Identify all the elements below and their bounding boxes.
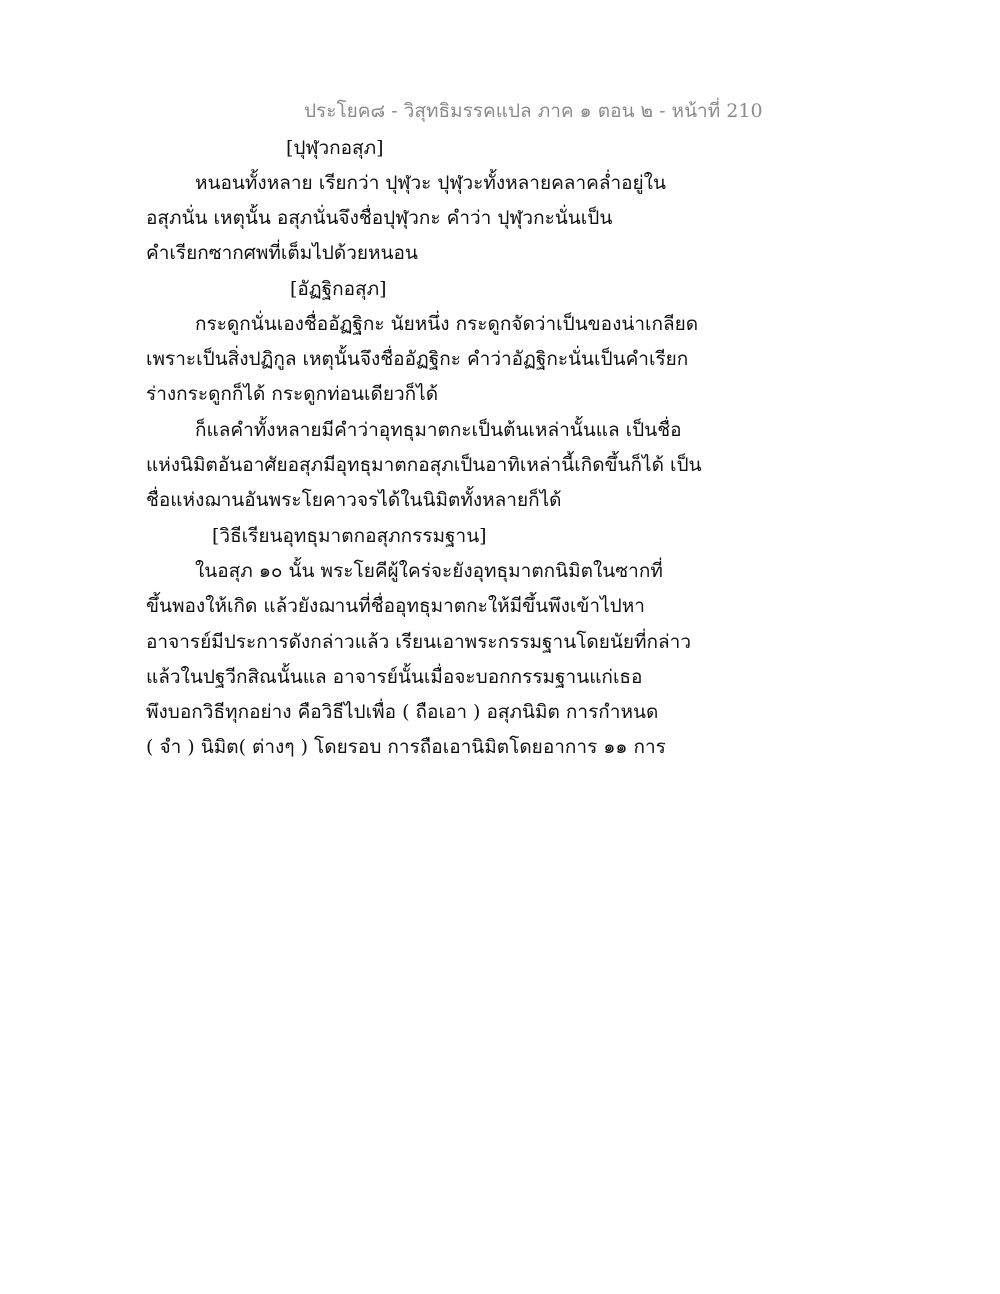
- text-line: ร่างกระดูกก็ได้ กระดูกท่อนเดียวก็ได้: [146, 383, 439, 405]
- text-line: อสุภนั่น เหตุนั้น อสุภนั่นจึงชื่อปุฬุวกะ คำว่า ปุฬุวกะนั่นเป็น: [146, 207, 613, 229]
- text-line: ขึ้นพองให้เกิด แล้วยังฌานที่ชื่ออุทธุมาตกะให้มีขึ้นพึงเข้าไปหา: [146, 595, 645, 617]
- text-line: ในอสุภ ๑๐ นั้น พระโยคีผู้ใคร่จะยังอุทธุมาตกนิมิตในซากที่: [195, 560, 663, 582]
- text-line: คำเรียกซากศพที่เต็มไปด้วยหนอน: [146, 242, 418, 264]
- text-line: พึงบอกวิธีทุกอย่าง คือวิธีไปเพื่อ ( ถือเอา ) อสุภนิมิต การกำหนด: [146, 701, 659, 723]
- text-line: ก็แลคำทั้งหลายมีคำว่าอุทธุมาตกะเป็นต้นเหล่านั้นแล เป็นชื่อ: [195, 419, 682, 441]
- text-line: ( จำ ) นิมิต( ต่างๆ ) โดยรอบ การถือเอานิมิตโดยอาการ ๑๑ การ: [146, 736, 666, 758]
- running-header: ประโยค๘ - วิสุทธิมรรคแปล ภาค ๑ ตอน ๒ - หน้าที่ 210: [304, 100, 763, 122]
- section-heading: [วิธีเรียนอุทธุมาตกอสุภกรรมฐาน]: [212, 525, 487, 547]
- text-line: อาจารย์มีประการดังกล่าวแล้ว เรียนเอาพระกรรมฐานโดยนัยที่กล่าว: [146, 631, 692, 653]
- text-line: แล้วในปฐวีกสิณนั้นแล อาจารย์นั้นเมื่อจะบอกกรรมฐานแก่เธอ: [146, 666, 643, 688]
- text-line: แห่งนิมิตอันอาศัยอสุภมีอุทธุมาตกอสุภเป็นอาทิเหล่านี้เกิดขึ้นก็ได้ เป็น: [146, 454, 702, 476]
- section-heading: [อัฏฐิกอสุภ]: [290, 278, 387, 300]
- section-heading: [ปุฬุวกอสุภ]: [286, 137, 384, 159]
- text-line: กระดูกนั่นเองชื่ออัฏฐิกะ นัยหนึ่ง กระดูกจัดว่าเป็นของน่าเกลียด: [195, 313, 699, 335]
- text-line: หนอนทั้งหลาย เรียกว่า ปุฬุวะ ปุฬุวะทั้งหลายคลาคล่ำอยู่ใน: [195, 172, 666, 194]
- text-line: เพราะเป็นสิ่งปฏิกูล เหตุนั้นจึงชื่ออัฏฐิกะ คำว่าอัฏฐิกะนั่นเป็นคำเรียก: [146, 348, 689, 370]
- text-line: ชื่อแห่งฌานอันพระโยคาวจรได้ในนิมิตทั้งหลายก็ได้: [146, 489, 562, 511]
